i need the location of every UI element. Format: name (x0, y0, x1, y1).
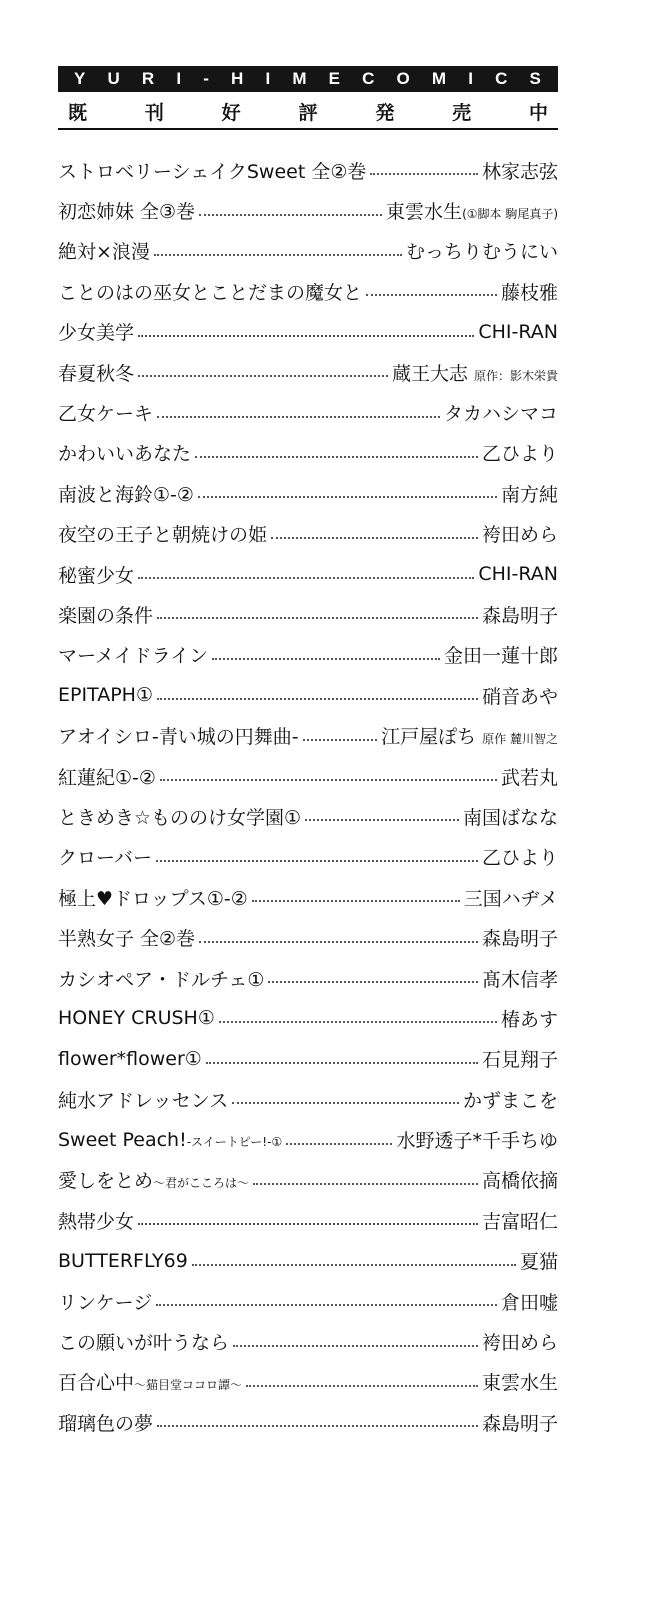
dot-leader (253, 1183, 478, 1185)
book-title-main: 少女美学 (58, 322, 135, 345)
book-title-main: ときめき☆もののけ女学園① (58, 806, 302, 829)
book-author-main: 武若丸 (500, 766, 558, 789)
book-author (482, 1328, 558, 1355)
book-row (58, 312, 558, 352)
dot-leader (212, 658, 440, 660)
book-author-main: 石見翔子 (481, 1049, 558, 1072)
book-title-main: Sweet Peach! (58, 1128, 187, 1151)
book-title (58, 197, 195, 224)
dot-leader (138, 1223, 478, 1225)
subtitle-char: 刊 (144, 101, 164, 124)
subtitle-char: 発 (375, 101, 395, 124)
book-author (482, 439, 558, 466)
book-author (406, 237, 558, 264)
book-title-main: 純水アドレッセンス (58, 1089, 229, 1112)
book-author (482, 924, 558, 951)
book-title-main: 半熟女子 全②巻 (58, 928, 196, 951)
banner-letter: - (203, 69, 210, 88)
book-title-note: ～猫目堂ココロ譚～ (134, 1378, 243, 1393)
book-title (58, 763, 156, 790)
dot-leader (219, 1021, 497, 1023)
book-author-main: 吉富昭仁 (481, 1210, 558, 1233)
book-row (58, 1160, 558, 1200)
banner-letter: U (107, 69, 121, 88)
book-author (392, 359, 558, 386)
banner-letter: Y (74, 69, 87, 88)
book-row (58, 554, 558, 594)
book-title-note: -スイートピー!-① (186, 1134, 283, 1149)
book-author (482, 601, 558, 628)
banner-letter: I (176, 69, 183, 88)
book-title (58, 803, 301, 830)
book-author (501, 1288, 558, 1315)
book-author (482, 1409, 558, 1436)
book-title (58, 641, 208, 668)
book-author-main: 林家志弦 (481, 160, 558, 183)
book-title-main: 瑠璃色の夢 (58, 1412, 154, 1435)
book-title-main: 絶対×浪漫 (58, 241, 150, 264)
book-title (58, 1250, 188, 1272)
book-title-main: 乙女ケーキ (58, 403, 154, 426)
book-title (58, 1207, 134, 1234)
book-author-note: 原作 麓川智之 (482, 732, 558, 747)
book-author (482, 843, 558, 870)
book-row (58, 1200, 558, 1240)
banner-letter: C (495, 69, 509, 88)
book-title-main: 南波と海鈴①-② (58, 483, 194, 506)
book-title-main: BUTTERFLY69 (58, 1249, 188, 1272)
book-title-main: クローバー (58, 847, 153, 870)
book-title-main: 極上♥ドロップス①-② (58, 887, 248, 910)
book-title-main: アオイシロ-青い城の円舞曲- (58, 726, 299, 749)
book-author (482, 520, 558, 547)
book-author (463, 803, 558, 830)
book-author-main: 蔵王大志 (391, 362, 474, 385)
book-author-main: 水野透子*千手ちゆ (396, 1130, 558, 1153)
series-banner (58, 66, 558, 92)
dot-leader (252, 900, 460, 902)
book-author-main: 髙木信孝 (481, 968, 558, 991)
book-row (58, 756, 558, 796)
book-row (58, 1402, 558, 1442)
book-row (58, 433, 558, 473)
book-row (58, 958, 558, 998)
book-author-note: (①脚本 駒尾真子) (462, 207, 558, 222)
book-author-main: 東雲水生 (386, 201, 463, 224)
book-row (58, 190, 558, 230)
dot-leader (138, 577, 474, 579)
book-title (58, 601, 153, 628)
banner-letter: S (529, 69, 542, 88)
book-author (501, 278, 558, 305)
book-author (444, 399, 558, 426)
book-title-main: カシオペア・ドルチェ① (58, 968, 265, 991)
book-author-main: 三国ハヂメ (463, 887, 558, 910)
dot-leader (157, 698, 478, 700)
book-title-main: flower*flower① (58, 1047, 202, 1070)
book-author (482, 1166, 558, 1193)
book-row (58, 917, 558, 957)
book-author (501, 763, 558, 790)
dot-leader (233, 1345, 478, 1347)
book-author-main: 江戸屋ぽち (381, 726, 483, 749)
book-author-main: CHI-RAN (478, 320, 558, 343)
book-title-main: 秘蜜少女 (58, 564, 135, 587)
book-author-main: 南国ばなな (462, 806, 558, 829)
book-author (464, 884, 558, 911)
book-row (58, 473, 558, 513)
book-author (478, 563, 558, 585)
book-author (482, 682, 558, 709)
banner-letter: H (231, 69, 245, 88)
book-author-main: 東雲水生 (481, 1372, 558, 1395)
book-title (58, 965, 264, 992)
book-title-main: 初恋姉妹 全③巻 (58, 201, 196, 224)
book-author-main: 藤枝雅 (500, 281, 558, 304)
book-title (58, 278, 362, 305)
book-author-main: 森島明子 (481, 1412, 558, 1435)
banner-letter: I (265, 69, 272, 88)
dot-leader (192, 1264, 516, 1266)
subtitle-char: 既 (68, 101, 88, 124)
dot-leader (366, 294, 497, 296)
banner-letter: R (141, 69, 156, 88)
dot-leader (138, 375, 388, 377)
book-author-note: 原作：影木栄貴 (473, 368, 558, 383)
dot-leader (246, 1385, 478, 1387)
book-author-main: 倉田嘘 (500, 1291, 558, 1314)
book-title (58, 722, 299, 749)
book-title-main: 春夏秋冬 (58, 362, 135, 385)
book-title (58, 520, 267, 547)
dot-leader (154, 254, 402, 256)
book-author (396, 1126, 558, 1153)
subtitle-char: 好 (221, 101, 241, 124)
book-author (501, 1005, 558, 1032)
book-author (482, 1045, 558, 1072)
book-author (463, 1086, 558, 1113)
banner-letter: O (396, 69, 411, 88)
book-row (58, 271, 558, 311)
dot-leader (157, 1425, 478, 1427)
book-title (58, 1328, 229, 1355)
dot-leader (199, 214, 382, 216)
book-title-note: ～君がこころは～ (153, 1176, 250, 1191)
book-row (58, 796, 558, 836)
book-title (58, 157, 366, 184)
book-title (58, 1409, 153, 1436)
book-author (381, 722, 558, 749)
dot-leader (268, 981, 478, 983)
book-author (482, 1368, 558, 1395)
dot-leader (195, 456, 478, 458)
book-title-main: 夜空の王子と朝焼けの姫 (58, 524, 268, 547)
book-title-main: ことのはの巫女とことだまの魔女と (58, 281, 363, 304)
dot-leader (156, 860, 478, 862)
book-author-main: 袴田めら (481, 1332, 558, 1355)
book-author (520, 1247, 558, 1274)
book-row (58, 635, 558, 675)
book-title-main: 百合心中 (58, 1372, 135, 1395)
book-author-main: タカハシマコ (443, 403, 558, 426)
book-title (58, 884, 248, 911)
dot-leader (138, 335, 474, 337)
book-row (58, 150, 558, 190)
dot-leader (199, 941, 478, 943)
book-row (58, 675, 558, 715)
book-author-main: 南方純 (500, 483, 558, 506)
dot-leader (305, 819, 459, 821)
book-row (58, 837, 558, 877)
book-title-main: 楽園の条件 (58, 604, 154, 627)
banner-letter: M (431, 69, 448, 88)
book-author-main: 乙ひより (481, 847, 558, 870)
book-title (58, 439, 191, 466)
book-title (58, 318, 134, 345)
subtitle-now-on-sale (58, 96, 558, 126)
book-row (58, 1079, 558, 1119)
banner-letter: C (362, 69, 376, 88)
book-row (58, 1281, 558, 1321)
dot-leader (156, 1304, 497, 1306)
book-row (58, 998, 558, 1038)
book-author (482, 157, 558, 184)
book-author-main: 森島明子 (481, 604, 558, 627)
book-row (58, 231, 558, 271)
subtitle-char: 評 (298, 101, 318, 124)
book-list (58, 150, 558, 1443)
book-title (58, 1048, 202, 1070)
dot-leader (198, 496, 497, 498)
book-title (58, 399, 153, 426)
book-title-main: 紅蓮紀①-② (58, 766, 156, 789)
book-title (58, 1007, 215, 1029)
book-title (58, 1086, 228, 1113)
book-author-main: 夏猫 (519, 1251, 558, 1274)
book-row (58, 352, 558, 392)
book-author-main: 椿あす (500, 1008, 558, 1031)
book-author (444, 641, 558, 668)
dot-leader (157, 617, 478, 619)
book-author-main: かずまこを (462, 1089, 558, 1112)
book-row (58, 1241, 558, 1281)
book-title-main: 愛しをとめ (58, 1170, 154, 1193)
book-author (482, 965, 558, 992)
dot-leader (286, 1143, 392, 1145)
book-row (58, 877, 558, 917)
dot-leader (303, 739, 378, 741)
book-title (58, 1288, 152, 1315)
banner-letter: M (292, 69, 308, 88)
book-title-main: マーメイドライン (58, 645, 209, 668)
book-author-main: 金田一蓮十郎 (443, 645, 558, 668)
book-row (58, 392, 558, 432)
book-title-main: EPITAPH① (58, 684, 153, 707)
book-author (501, 480, 558, 507)
book-row (58, 594, 558, 634)
dot-leader (232, 1102, 459, 1104)
dot-leader (370, 173, 478, 175)
book-title (58, 843, 152, 870)
dot-leader (157, 416, 440, 418)
dot-leader (160, 779, 497, 781)
book-row (58, 1039, 558, 1079)
dot-leader (271, 537, 478, 539)
book-title (58, 684, 153, 706)
book-title (58, 1368, 242, 1395)
book-author (386, 197, 558, 224)
book-title (58, 359, 134, 386)
book-title (58, 237, 150, 264)
book-author-main: 硝音あや (481, 685, 558, 708)
book-title (58, 480, 194, 507)
banner-letter: E (328, 69, 341, 88)
subtitle-char: 中 (528, 101, 548, 124)
book-title (58, 924, 195, 951)
subtitle-char: 売 (452, 101, 472, 124)
book-title (58, 561, 134, 588)
book-title (58, 1166, 249, 1193)
dot-leader (206, 1062, 478, 1064)
book-title-main: ストロベリーシェイクSweet 全②巻 (58, 160, 367, 183)
book-title-main: HONEY CRUSH① (58, 1007, 215, 1030)
book-title-main: リンケージ (58, 1291, 153, 1314)
header-rule (58, 128, 558, 130)
book-row (58, 715, 558, 755)
book-title-main: 熱帯少女 (58, 1210, 135, 1233)
book-author-main: 袴田めら (481, 524, 558, 547)
book-row (58, 1119, 558, 1159)
book-author-main: 乙ひより (481, 443, 558, 466)
book-author-main: 森島明子 (481, 928, 558, 951)
book-row (58, 1321, 558, 1361)
book-author (482, 1207, 558, 1234)
book-author-main: 高橋依摘 (481, 1170, 558, 1193)
book-title (58, 1129, 282, 1151)
book-author-main: むっちりむうにい (405, 241, 558, 264)
book-row (58, 514, 558, 554)
book-author (478, 321, 558, 343)
book-title-main: かわいいあなた (58, 443, 192, 466)
book-row (58, 1362, 558, 1402)
book-author-main: CHI-RAN (478, 563, 558, 586)
book-title-main: この願いが叶うなら (58, 1332, 230, 1355)
banner-letter: I (468, 69, 474, 88)
